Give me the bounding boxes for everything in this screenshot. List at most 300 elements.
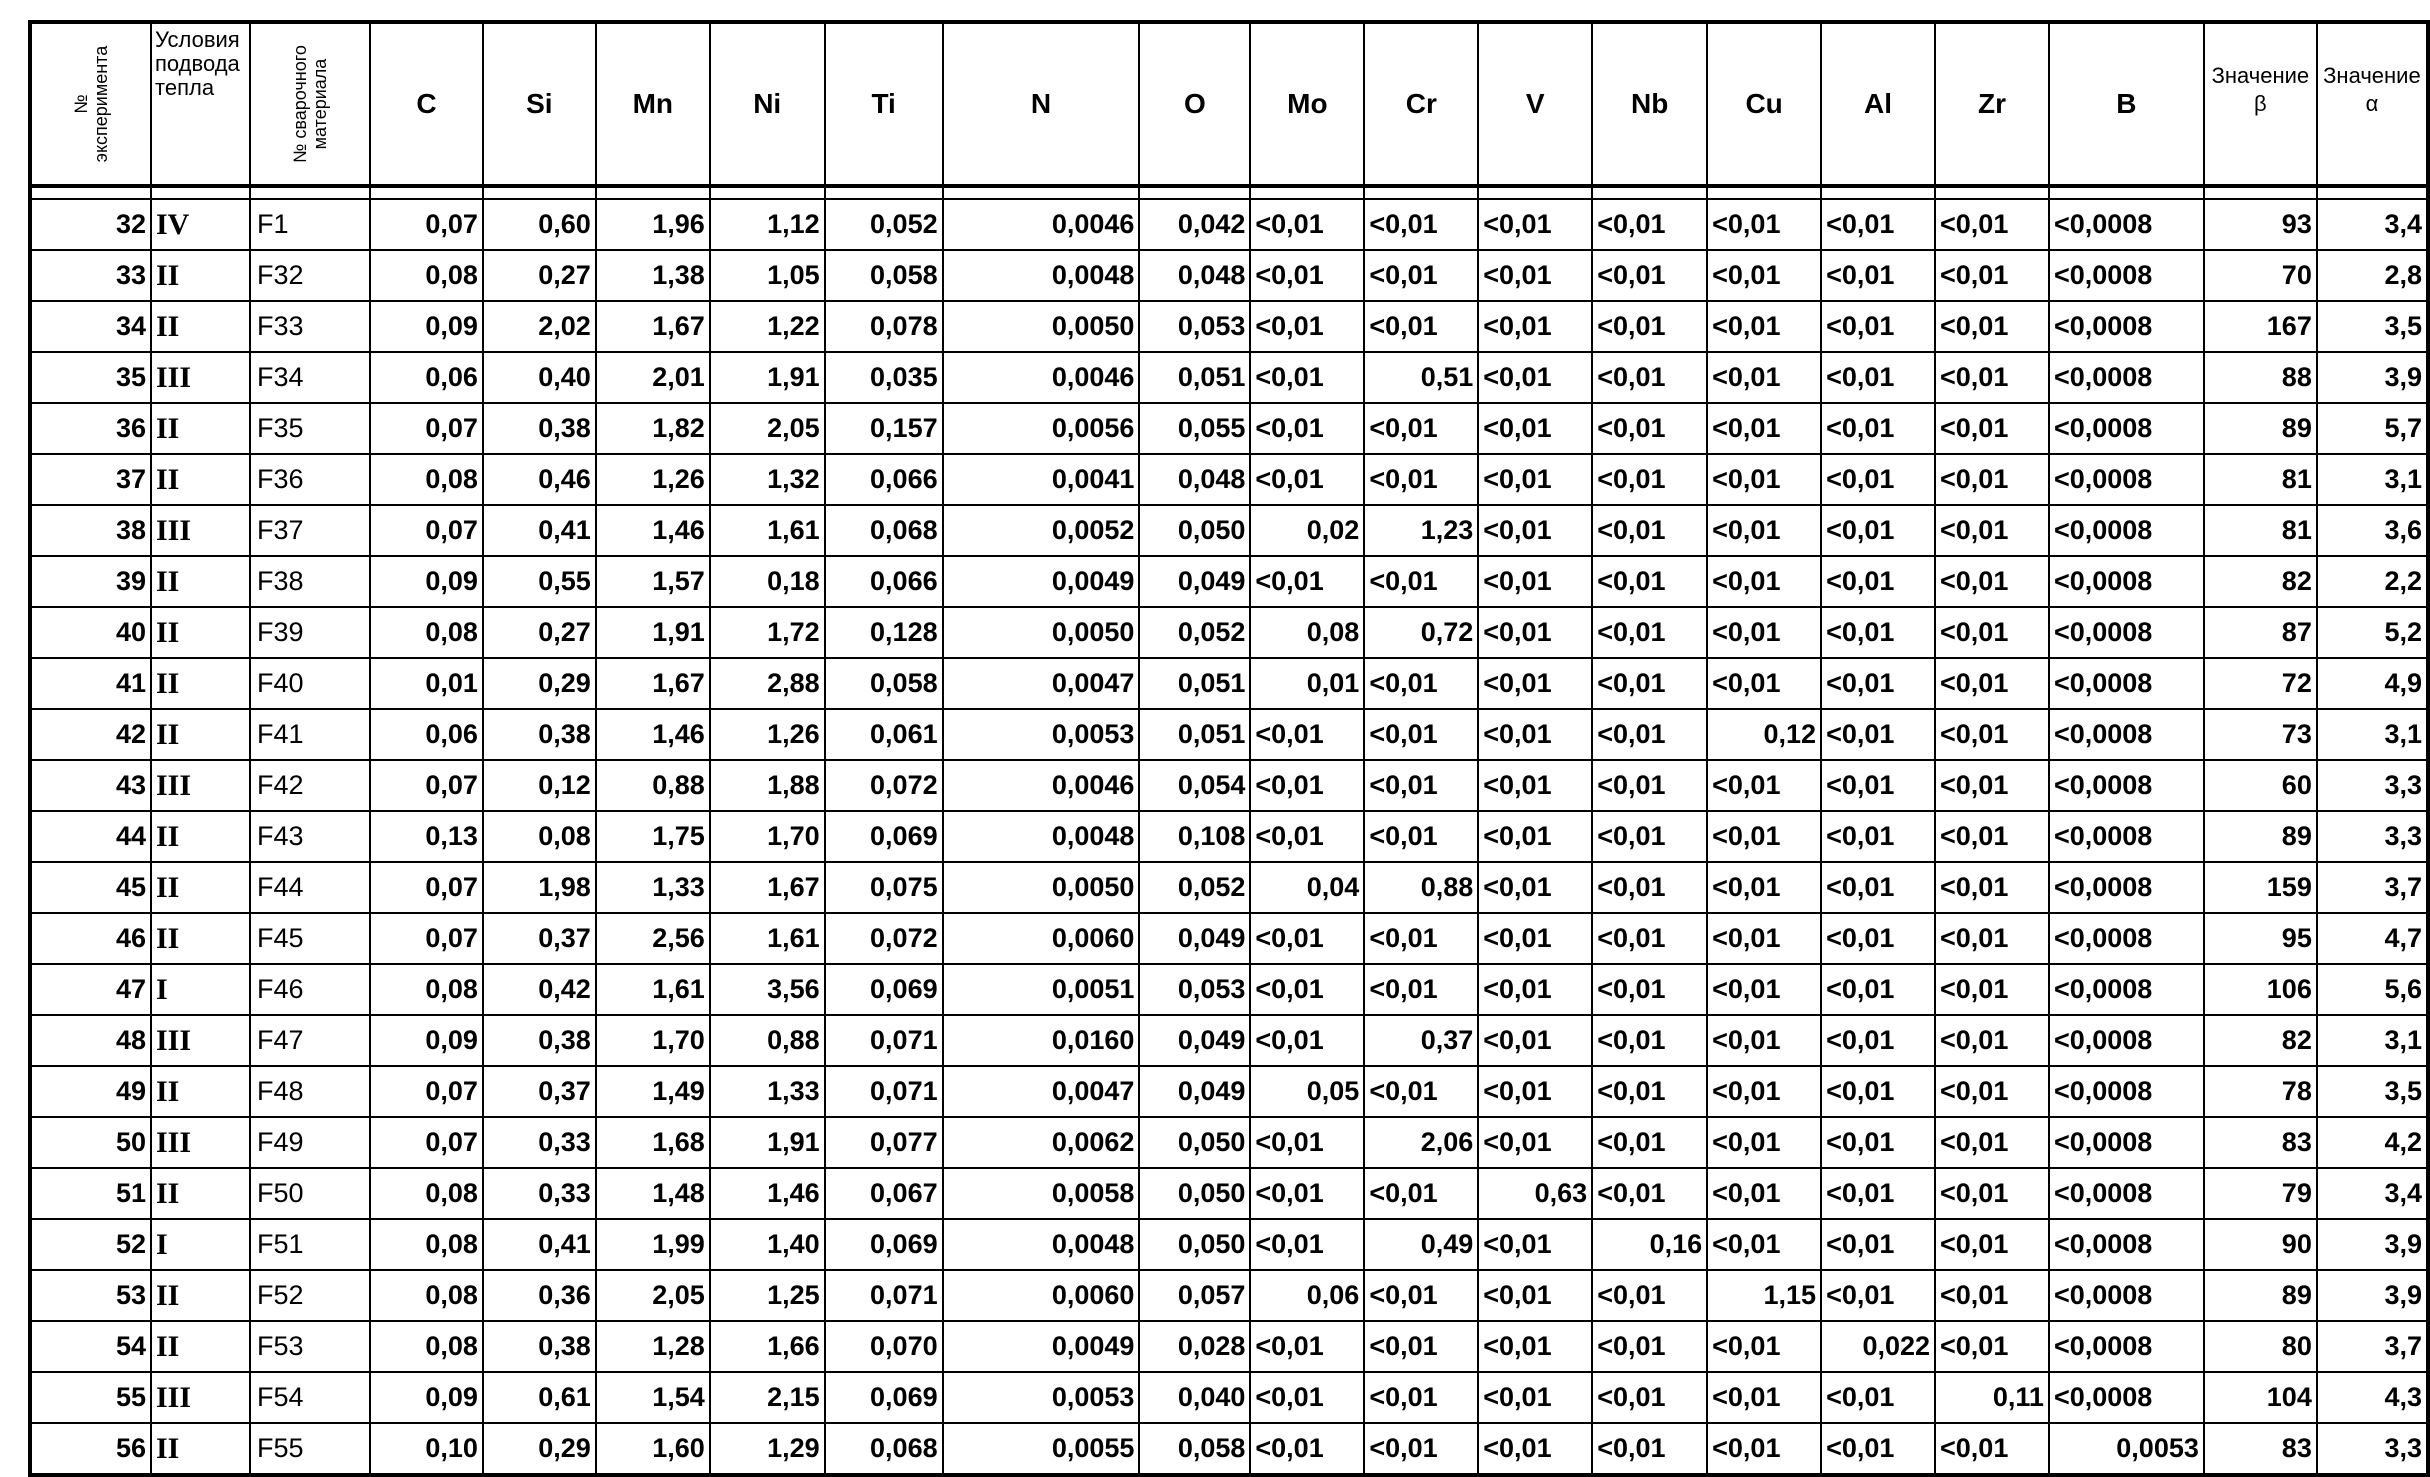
cell-cr: <0,01 [1364,301,1478,352]
cell-mo: <0,01 [1250,403,1364,454]
cell-mn: 1,54 [596,1372,710,1423]
cell-heat-input: II [151,1423,250,1475]
cell-cu: <0,01 [1707,862,1821,913]
cell-al: <0,01 [1821,658,1935,709]
table-row [30,1117,2428,1168]
cell-mn: 1,67 [596,658,710,709]
cell-mo: <0,01 [1250,352,1364,403]
cell-heat-input: I [151,964,250,1015]
table-row [30,862,2428,913]
cell-si: 0,38 [483,1015,596,1066]
cell-alpha: 3,1 [2317,454,2428,505]
cell-alpha: 3,3 [2317,1423,2428,1475]
cell-zr: <0,01 [1935,658,2049,709]
cell-zr: <0,01 [1935,1321,2049,1372]
cell-nb: <0,01 [1592,811,1707,862]
cell-ni: 2,05 [710,403,825,454]
cell-heat-input: II [151,1066,250,1117]
cell-si: 0,38 [483,403,596,454]
cell-si: 0,27 [483,250,596,301]
cell-mn: 1,46 [596,709,710,760]
cell-n: 0,0048 [943,1219,1140,1270]
cell-n: 0,0062 [943,1117,1140,1168]
cell-ni: 1,66 [710,1321,825,1372]
cell-nb: <0,01 [1592,403,1707,454]
cell-mo: <0,01 [1250,454,1364,505]
cell-nb: <0,01 [1592,352,1707,403]
cell-ni: 1,61 [710,505,825,556]
cell-experiment-no: 53 [30,1270,151,1321]
cell-mn: 1,38 [596,250,710,301]
table-row [30,1219,2428,1270]
cell-al: <0,01 [1821,862,1935,913]
cell-alpha: 3,4 [2317,199,2428,250]
cell-zr: <0,01 [1935,199,2049,250]
cell-experiment-no: 45 [30,862,151,913]
cell-c: 0,09 [370,556,483,607]
table-row [30,1066,2428,1117]
cell-mn: 1,48 [596,1168,710,1219]
cell-mn: 1,96 [596,199,710,250]
cell-ni: 1,91 [710,352,825,403]
cell-ni: 1,72 [710,607,825,658]
cell-nb: <0,01 [1592,1066,1707,1117]
cell-beta: 60 [2204,760,2317,811]
header-o: O [1139,22,1250,186]
cell-cu: 0,12 [1707,709,1821,760]
cell-ti: 0,071 [825,1015,943,1066]
header-separator [30,186,2428,199]
cell-ni: 1,33 [710,1066,825,1117]
cell-alpha: 3,6 [2317,505,2428,556]
table-row [30,760,2428,811]
cell-al: <0,01 [1821,1423,1935,1475]
cell-mn: 1,61 [596,964,710,1015]
cell-cr: <0,01 [1364,964,1478,1015]
cell-b: <0,0008 [2049,658,2204,709]
cell-b: <0,0008 [2049,607,2204,658]
cell-heat-input: III [151,352,250,403]
cell-o: 0,052 [1139,607,1250,658]
cell-v: 0,63 [1478,1168,1592,1219]
cell-c: 0,08 [370,454,483,505]
cell-c: 0,07 [370,1117,483,1168]
cell-cu: <0,01 [1707,505,1821,556]
cell-beta: 87 [2204,607,2317,658]
cell-c: 0,09 [370,1015,483,1066]
cell-experiment-no: 38 [30,505,151,556]
cell-experiment-no: 37 [30,454,151,505]
cell-mo: 0,05 [1250,1066,1364,1117]
cell-mo: <0,01 [1250,250,1364,301]
cell-mo: <0,01 [1250,199,1364,250]
cell-ni: 1,29 [710,1423,825,1475]
cell-ni: 1,70 [710,811,825,862]
cell-n: 0,0051 [943,964,1140,1015]
cell-mo: <0,01 [1250,1015,1364,1066]
cell-ni: 0,88 [710,1015,825,1066]
cell-o: 0,051 [1139,658,1250,709]
cell-mn: 1,70 [596,1015,710,1066]
cell-alpha: 3,9 [2317,352,2428,403]
cell-b: <0,0008 [2049,913,2204,964]
cell-al: <0,01 [1821,964,1935,1015]
table-body [30,199,2428,1475]
cell-b: <0,0008 [2049,1270,2204,1321]
cell-mo: <0,01 [1250,1321,1364,1372]
cell-ni: 1,67 [710,862,825,913]
cell-mn: 1,33 [596,862,710,913]
cell-ti: 0,078 [825,301,943,352]
table-row [30,352,2428,403]
cell-experiment-no: 33 [30,250,151,301]
cell-si: 1,98 [483,862,596,913]
cell-experiment-no: 56 [30,1423,151,1475]
cell-material: F38 [250,556,370,607]
cell-v: <0,01 [1478,505,1592,556]
cell-v: <0,01 [1478,301,1592,352]
cell-zr: <0,01 [1935,505,2049,556]
cell-cu: <0,01 [1707,352,1821,403]
cell-material: F1 [250,199,370,250]
cell-nb: <0,01 [1592,862,1707,913]
cell-si: 0,41 [483,505,596,556]
table-row [30,607,2428,658]
cell-experiment-no: 41 [30,658,151,709]
cell-zr: <0,01 [1935,760,2049,811]
cell-cr: <0,01 [1364,556,1478,607]
cell-cr: <0,01 [1364,913,1478,964]
cell-nb: <0,01 [1592,250,1707,301]
cell-beta: 104 [2204,1372,2317,1423]
cell-al: <0,01 [1821,709,1935,760]
header-welding-material: № сварочного материала [250,22,370,186]
header-ni: Ni [710,22,825,186]
header-cu: Cu [1707,22,1821,186]
cell-ti: 0,035 [825,352,943,403]
cell-o: 0,108 [1139,811,1250,862]
cell-ti: 0,077 [825,1117,943,1168]
cell-cr: <0,01 [1364,658,1478,709]
cell-cu: <0,01 [1707,1168,1821,1219]
cell-mo: <0,01 [1250,964,1364,1015]
cell-si: 0,40 [483,352,596,403]
cell-beta: 90 [2204,1219,2317,1270]
cell-b: <0,0008 [2049,760,2204,811]
cell-al: <0,01 [1821,1270,1935,1321]
cell-beta: 80 [2204,1321,2317,1372]
cell-v: <0,01 [1478,1423,1592,1475]
cell-n: 0,0048 [943,250,1140,301]
cell-cu: <0,01 [1707,1219,1821,1270]
cell-cu: <0,01 [1707,1423,1821,1475]
cell-alpha: 3,7 [2317,1321,2428,1372]
cell-n: 0,0053 [943,709,1140,760]
cell-heat-input: II [151,1168,250,1219]
cell-cr: 0,72 [1364,607,1478,658]
cell-alpha: 4,3 [2317,1372,2428,1423]
cell-o: 0,051 [1139,709,1250,760]
cell-cu: <0,01 [1707,760,1821,811]
cell-cu: <0,01 [1707,1321,1821,1372]
cell-ni: 0,18 [710,556,825,607]
header-heat-input: Условия подвода тепла [151,22,250,186]
cell-v: <0,01 [1478,1117,1592,1168]
cell-cr: 0,37 [1364,1015,1478,1066]
cell-si: 0,29 [483,658,596,709]
cell-cu: <0,01 [1707,1015,1821,1066]
cell-ti: 0,058 [825,658,943,709]
cell-mn: 2,01 [596,352,710,403]
cell-cr: <0,01 [1364,1423,1478,1475]
table-row [30,556,2428,607]
cell-nb: <0,01 [1592,1372,1707,1423]
cell-si: 0,60 [483,199,596,250]
cell-nb: <0,01 [1592,454,1707,505]
cell-nb: <0,01 [1592,556,1707,607]
cell-nb: <0,01 [1592,1270,1707,1321]
cell-cu: <0,01 [1707,250,1821,301]
cell-al: <0,01 [1821,1168,1935,1219]
cell-material: F32 [250,250,370,301]
cell-beta: 93 [2204,199,2317,250]
cell-b: <0,0008 [2049,199,2204,250]
cell-v: <0,01 [1478,811,1592,862]
table-row [30,913,2428,964]
cell-v: <0,01 [1478,1219,1592,1270]
cell-al: 0,022 [1821,1321,1935,1372]
header-experiment-no: № эксперимента [30,22,151,186]
cell-n: 0,0047 [943,1066,1140,1117]
cell-c: 0,09 [370,301,483,352]
cell-heat-input: II [151,454,250,505]
cell-alpha: 4,9 [2317,658,2428,709]
cell-c: 0,08 [370,964,483,1015]
cell-experiment-no: 42 [30,709,151,760]
cell-mo: 0,06 [1250,1270,1364,1321]
cell-ni: 1,25 [710,1270,825,1321]
cell-alpha: 3,9 [2317,1270,2428,1321]
cell-heat-input: III [151,1372,250,1423]
cell-nb: <0,01 [1592,760,1707,811]
cell-alpha: 4,7 [2317,913,2428,964]
cell-cu: <0,01 [1707,964,1821,1015]
cell-si: 0,37 [483,913,596,964]
cell-mo: <0,01 [1250,760,1364,811]
cell-experiment-no: 52 [30,1219,151,1270]
cell-alpha: 5,2 [2317,607,2428,658]
cell-cu: <0,01 [1707,913,1821,964]
cell-c: 0,06 [370,352,483,403]
cell-si: 0,55 [483,556,596,607]
cell-alpha: 5,7 [2317,403,2428,454]
cell-material: F35 [250,403,370,454]
cell-b: <0,0008 [2049,505,2204,556]
cell-cu: <0,01 [1707,1066,1821,1117]
cell-b: <0,0008 [2049,862,2204,913]
cell-experiment-no: 32 [30,199,151,250]
cell-heat-input: III [151,505,250,556]
cell-o: 0,048 [1139,250,1250,301]
cell-material: F34 [250,352,370,403]
cell-al: <0,01 [1821,1066,1935,1117]
cell-beta: 89 [2204,403,2317,454]
cell-al: <0,01 [1821,250,1935,301]
cell-ti: 0,069 [825,1372,943,1423]
cell-o: 0,049 [1139,913,1250,964]
cell-n: 0,0047 [943,658,1140,709]
cell-material: F33 [250,301,370,352]
cell-ni: 1,40 [710,1219,825,1270]
cell-si: 0,36 [483,1270,596,1321]
cell-material: F48 [250,1066,370,1117]
cell-mo: <0,01 [1250,811,1364,862]
cell-n: 0,0056 [943,403,1140,454]
cell-c: 0,07 [370,760,483,811]
cell-v: <0,01 [1478,1372,1592,1423]
cell-n: 0,0048 [943,811,1140,862]
cell-beta: 82 [2204,556,2317,607]
cell-heat-input: II [151,1321,250,1372]
header-ti: Ti [825,22,943,186]
cell-beta: 106 [2204,964,2317,1015]
cell-beta: 81 [2204,505,2317,556]
cell-beta: 82 [2204,1015,2317,1066]
table-row [30,709,2428,760]
cell-heat-input: II [151,403,250,454]
cell-heat-input: II [151,811,250,862]
cell-cu: <0,01 [1707,301,1821,352]
cell-cu: <0,01 [1707,607,1821,658]
cell-b: 0,0053 [2049,1423,2204,1475]
cell-nb: <0,01 [1592,1168,1707,1219]
cell-n: 0,0041 [943,454,1140,505]
cell-mn: 1,49 [596,1066,710,1117]
cell-mo: 0,01 [1250,658,1364,709]
cell-mo: <0,01 [1250,1168,1364,1219]
cell-material: F52 [250,1270,370,1321]
cell-o: 0,050 [1139,1219,1250,1270]
cell-b: <0,0008 [2049,1066,2204,1117]
cell-beta: 83 [2204,1117,2317,1168]
cell-ti: 0,072 [825,913,943,964]
cell-mo: <0,01 [1250,913,1364,964]
header-v: V [1478,22,1592,186]
cell-o: 0,051 [1139,352,1250,403]
cell-al: <0,01 [1821,811,1935,862]
cell-o: 0,052 [1139,862,1250,913]
cell-ti: 0,067 [825,1168,943,1219]
cell-c: 0,08 [370,1321,483,1372]
cell-beta: 88 [2204,352,2317,403]
cell-ti: 0,072 [825,760,943,811]
cell-c: 0,08 [370,1168,483,1219]
cell-b: <0,0008 [2049,811,2204,862]
cell-heat-input: II [151,862,250,913]
cell-al: <0,01 [1821,1015,1935,1066]
table-row [30,658,2428,709]
cell-material: F46 [250,964,370,1015]
cell-heat-input: II [151,658,250,709]
cell-nb: <0,01 [1592,1117,1707,1168]
cell-n: 0,0055 [943,1423,1140,1475]
cell-heat-input: III [151,1015,250,1066]
cell-cr: 0,51 [1364,352,1478,403]
cell-zr: <0,01 [1935,301,2049,352]
cell-v: <0,01 [1478,1015,1592,1066]
header-mo: Mo [1250,22,1364,186]
cell-n: 0,0160 [943,1015,1140,1066]
cell-cu: <0,01 [1707,1372,1821,1423]
cell-c: 0,08 [370,607,483,658]
cell-beta: 89 [2204,811,2317,862]
cell-alpha: 3,7 [2317,862,2428,913]
cell-ti: 0,075 [825,862,943,913]
cell-mo: <0,01 [1250,1117,1364,1168]
cell-cr: 0,49 [1364,1219,1478,1270]
cell-o: 0,049 [1139,1066,1250,1117]
cell-al: <0,01 [1821,301,1935,352]
cell-si: 0,33 [483,1168,596,1219]
cell-ti: 0,052 [825,199,943,250]
cell-material: F51 [250,1219,370,1270]
cell-mo: <0,01 [1250,1219,1364,1270]
cell-v: <0,01 [1478,709,1592,760]
cell-o: 0,050 [1139,505,1250,556]
cell-material: F39 [250,607,370,658]
cell-heat-input: II [151,301,250,352]
cell-cr: <0,01 [1364,199,1478,250]
cell-v: <0,01 [1478,913,1592,964]
cell-o: 0,028 [1139,1321,1250,1372]
cell-material: F43 [250,811,370,862]
cell-v: <0,01 [1478,760,1592,811]
cell-cr: <0,01 [1364,1321,1478,1372]
table-row [30,811,2428,862]
cell-alpha: 3,3 [2317,811,2428,862]
cell-nb: <0,01 [1592,505,1707,556]
cell-ti: 0,071 [825,1066,943,1117]
cell-al: <0,01 [1821,556,1935,607]
cell-nb: <0,01 [1592,1423,1707,1475]
cell-ni: 1,91 [710,1117,825,1168]
cell-ti: 0,066 [825,454,943,505]
cell-mn: 1,82 [596,403,710,454]
cell-o: 0,048 [1139,454,1250,505]
cell-material: F44 [250,862,370,913]
cell-beta: 70 [2204,250,2317,301]
cell-cr: 2,06 [1364,1117,1478,1168]
cell-b: <0,0008 [2049,250,2204,301]
cell-b: <0,0008 [2049,556,2204,607]
cell-zr: <0,01 [1935,556,2049,607]
cell-ni: 1,61 [710,913,825,964]
cell-alpha: 3,5 [2317,1066,2428,1117]
cell-ti: 0,068 [825,505,943,556]
cell-v: <0,01 [1478,607,1592,658]
cell-zr: <0,01 [1935,1015,2049,1066]
cell-material: F40 [250,658,370,709]
cell-o: 0,058 [1139,1423,1250,1475]
cell-ti: 0,061 [825,709,943,760]
cell-cr: <0,01 [1364,250,1478,301]
cell-al: <0,01 [1821,352,1935,403]
cell-zr: <0,01 [1935,1168,2049,1219]
cell-v: <0,01 [1478,1321,1592,1372]
cell-cr: <0,01 [1364,454,1478,505]
cell-v: <0,01 [1478,454,1592,505]
cell-cu: <0,01 [1707,811,1821,862]
